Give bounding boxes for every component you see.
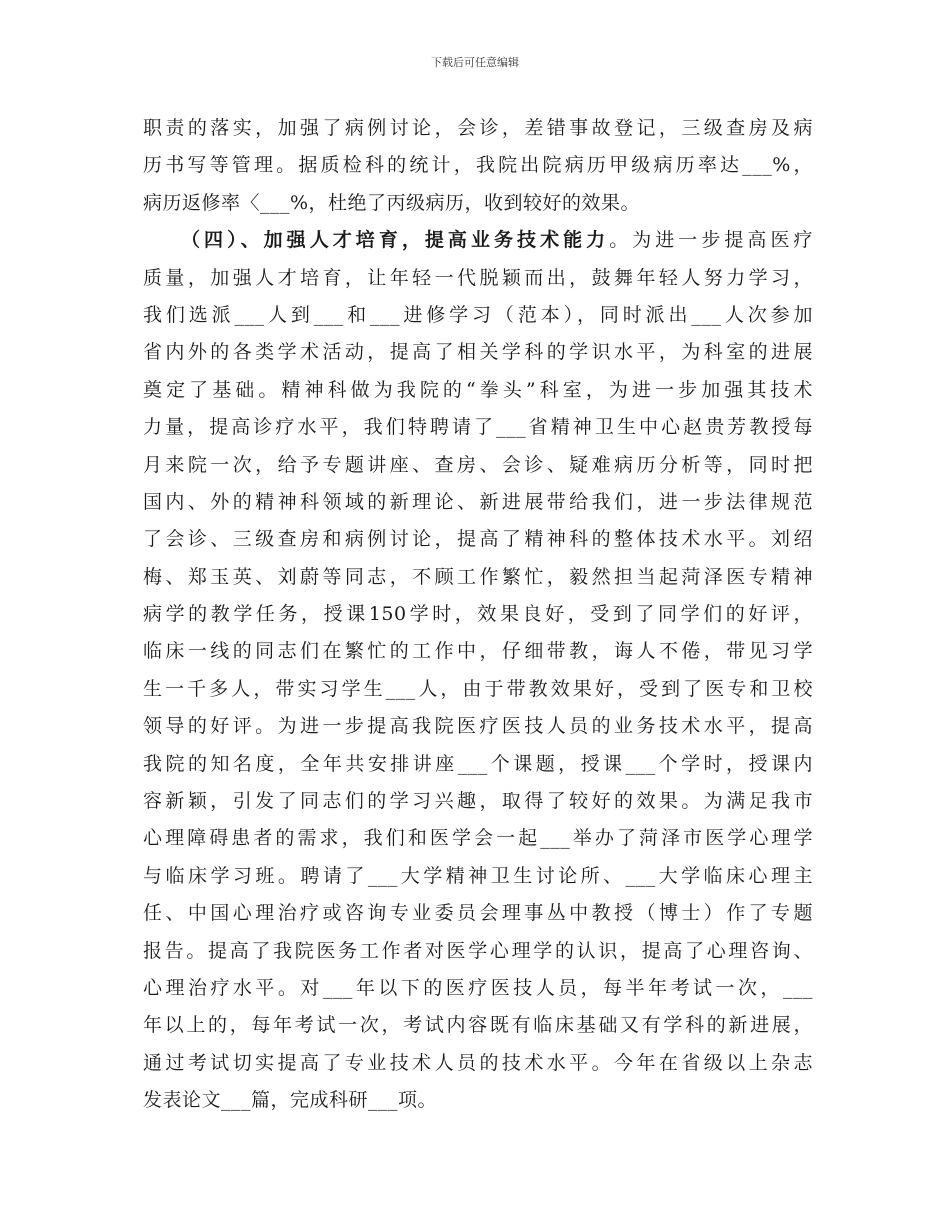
body-line: 领导的好评。为进一步提高我院医疗医技人员的业务技术水平，提高 xyxy=(143,715,813,738)
body-line: 国内、外的精神科领域的新理论、新进展带给我们，进一步法律规范 xyxy=(143,490,813,513)
body-line: 通过考试切实提高了专业技术人员的技术水平。今年在省级以上杂志 xyxy=(143,1051,813,1074)
body-line: 容新颖，引发了同志们的学习兴趣，取得了较好的效果。为满足我市 xyxy=(143,790,813,813)
body-line: 年以上的，每年考试一次，考试内容既有临床基础又有学科的新进展， xyxy=(143,1014,813,1037)
body-line: 与临床学习班。聘请了___大学精神卫生讨论所、___大学临床心理主 xyxy=(143,864,813,887)
body-line: 梅、郑玉英、刘蔚等同志，不顾工作繁忙，毅然担当起菏泽医专精神 xyxy=(143,565,813,588)
body-line: 病历返修率〈___%，杜绝了丙级病历，收到较好的效果。 xyxy=(143,191,641,214)
body-line: 报告。提高了我院医务工作者对医学心理学的认识，提高了心理咨询、 xyxy=(143,939,813,962)
body-line: 奠定了基础。精神科做为我院的“拳头”科室，为进一步加强其技术 xyxy=(143,378,813,401)
page-header: 下载后可任意编辑 xyxy=(431,56,519,69)
body-line: 生一千多人，带实习学生___人，由于带教效果好，受到了医专和卫校 xyxy=(143,677,813,700)
body-line: 心理治疗水平。对___年以下的医疗医技人员，每半年考试一次，___ xyxy=(143,976,813,999)
body-line: 病学的教学任务，授课150学时，效果良好，受到了同学们的好评， xyxy=(143,603,813,626)
section-lead-line xyxy=(143,222,813,259)
body-line: 我们选派___人到___和___进修学习（范本），同时派出___人次参加 xyxy=(143,303,813,326)
body-line: 职责的落实，加强了病例讨论，会诊，差错事故登记，三级查房及病 xyxy=(143,117,813,139)
body-line: 任、中国心理治疗或咨询专业委员会理事丛中教授（博士）作了专题 xyxy=(143,902,813,925)
body-line: 月来院一次，给予专题讲座、查房、会诊、疑难病历分析等，同时把 xyxy=(143,453,813,476)
body-line: 临床一线的同志们在繁忙的工作中，仔细带教，诲人不倦，带见习学 xyxy=(143,640,813,663)
body-line: 我院的知名度，全年共安排讲座___个课题，授课___个学时，授课内 xyxy=(143,752,813,775)
document-body xyxy=(143,110,813,1120)
body-line: 质量，加强人才培育，让年轻一代脱颖而出，鼓舞年轻人努力学习， xyxy=(143,266,813,289)
body-line: 力量，提高诊疗水平，我们特聘请了___省精神卫生中心赵贵芳教授每 xyxy=(143,416,813,439)
section-heading: （四）、加强人才培育，提高业务技术能力 xyxy=(181,229,610,252)
body-line: 历书写等管理。据质检科的统计，我院出院病历甲级病历率达___%， xyxy=(143,154,813,177)
section-lead-text: 。为进一步提高医疗 xyxy=(609,229,813,252)
body-line: 了会诊、三级查房和病例讨论，提高了精神科的整体技术水平。刘绍 xyxy=(143,528,813,551)
body-line: 发表论文___篇，完成科研___项。 xyxy=(143,1089,438,1112)
body-line: 心理障碍患者的需求，我们和医学会一起___举办了菏泽市医学心理学 xyxy=(143,827,813,850)
body-line: 省内外的各类学术活动，提高了相关学科的学识水平，为科室的进展 xyxy=(143,341,813,364)
